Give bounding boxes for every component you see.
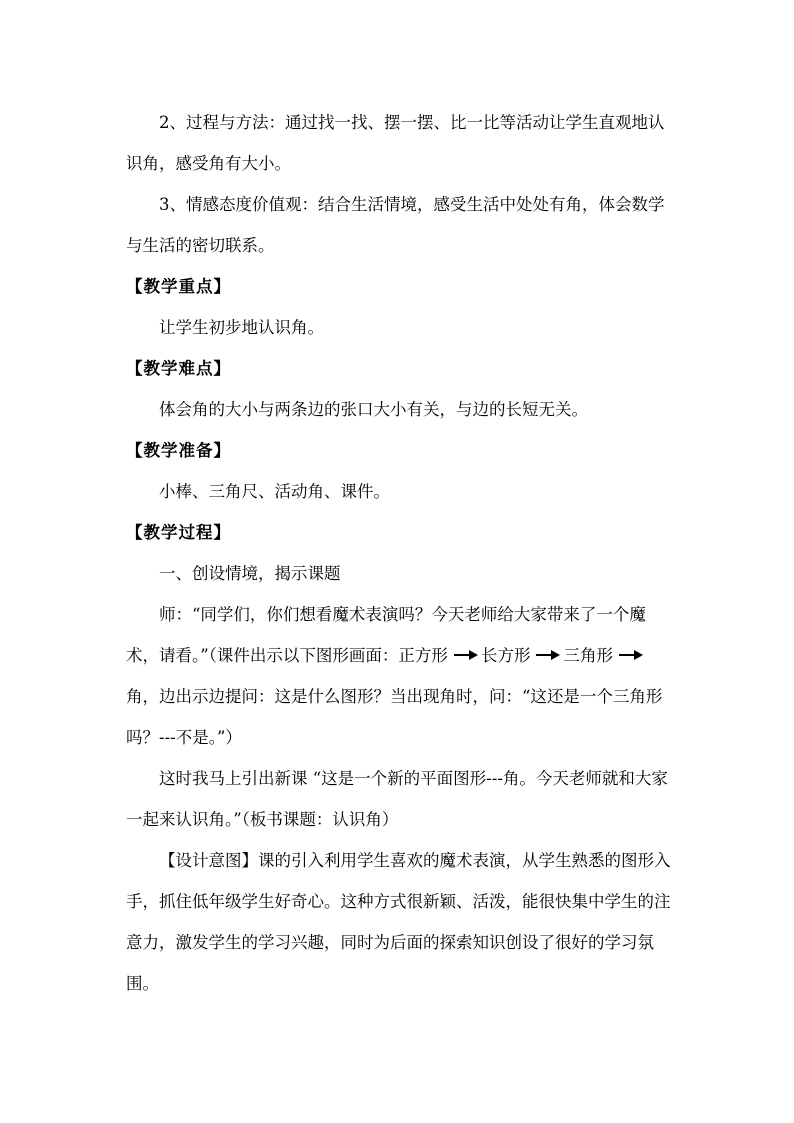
introduction-paragraph: 这时我马上引出新课 “这是一个新的平面图形---角。今天老师就和大家一起来认识角。”（板书课题：认识角） bbox=[126, 769, 668, 829]
document-body bbox=[126, 102, 676, 1004]
objective-method-paragraph: 2、过程与方法：通过找一找、摆一摆、比一比等活动让学生直观地认识角，感受角有大小。 bbox=[126, 113, 665, 173]
teacher-dialogue-part-1: 师：“同学们，你们想看魔术表演吗？今天老师给大家带来了一个魔术，请看。”（课件出示以下图形画面：正方形 bbox=[126, 605, 646, 665]
difficulty-heading: 【教学难点】 bbox=[126, 359, 231, 378]
teacher-dialogue-part-2: 长方形 bbox=[480, 646, 531, 665]
preparation-text: 小棒、三角尺、活动角、课件。 bbox=[159, 482, 390, 501]
process-step-1: 一、创设情境，揭示课题 bbox=[159, 564, 341, 583]
difficulty-text: 体会角的大小与两条边的张口大小有关，与边的长短无关。 bbox=[159, 400, 588, 419]
right-arrow-icon bbox=[619, 648, 643, 662]
preparation-heading: 【教学准备】 bbox=[126, 441, 231, 460]
teacher-dialogue-part-3: 三角形 bbox=[563, 646, 613, 665]
design-intent-paragraph: 【设计意图】课的引入利用学生喜欢的魔术表演，从学生熟悉的图形入手，抓住低年级学生好奇心。这种方式很新颖、活泼，能很快集中学生的注意力，激发学生的学习兴趣，同时为后面的探索知识创设了很好的学习氛围。 bbox=[126, 851, 671, 993]
right-arrow-icon bbox=[536, 648, 560, 662]
objective-emotion-paragraph: 3、情感态度价值观：结合生活情境，感受生活中处处有角，体会数学与生活的密切联系。 bbox=[126, 195, 665, 255]
process-heading: 【教学过程】 bbox=[126, 523, 231, 542]
teacher-dialogue-part-4: 角，边出示边提问：这是什么图形？当出现角时，问：“这还是一个三角形吗？---不是。”） bbox=[126, 687, 663, 747]
right-arrow-icon bbox=[454, 648, 478, 662]
key-point-heading: 【教学重点】 bbox=[126, 277, 231, 296]
key-point-text: 让学生初步地认识角。 bbox=[159, 318, 324, 337]
teacher-dialogue-paragraph bbox=[126, 594, 676, 758]
